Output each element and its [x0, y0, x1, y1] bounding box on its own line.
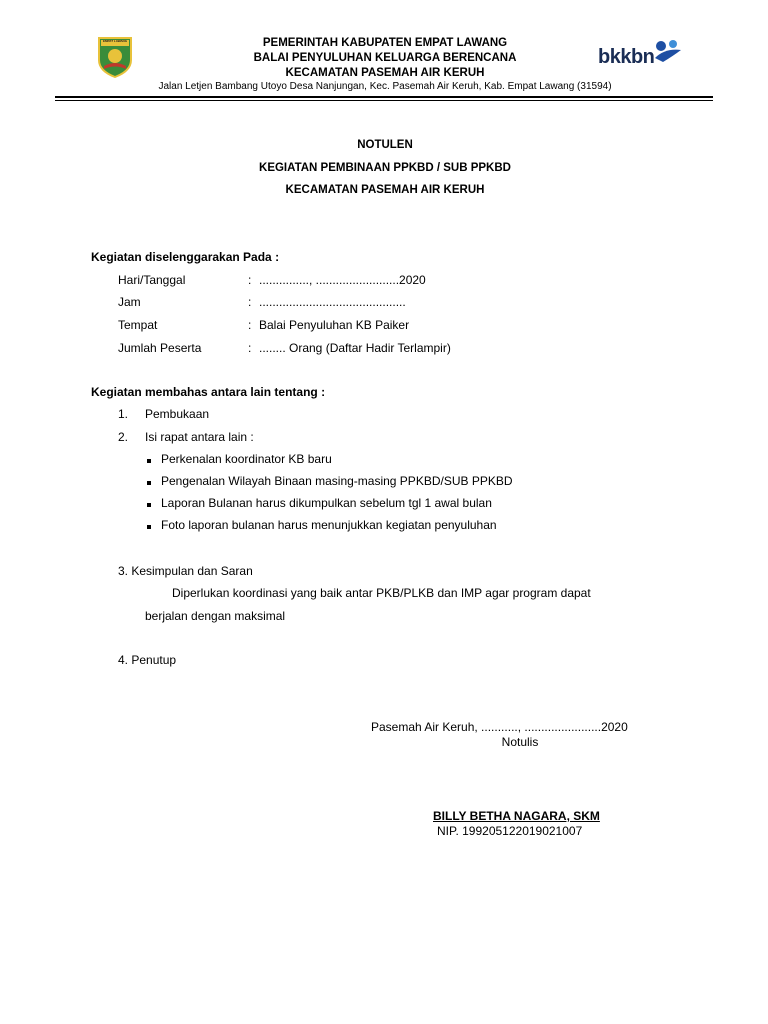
detail-label-date: Hari/Tanggal: [118, 273, 186, 287]
detail-value-participants: ........ Orang (Daftar Hadir Terlampir): [259, 341, 451, 355]
header-divider-thick: [55, 96, 713, 98]
agenda-bullet-item: Pengenalan Wilayah Binaan masing-masing PPKBD/SUB PPKBD: [161, 474, 513, 488]
detail-colon: :: [248, 341, 252, 355]
emblem-caption: EMPAT LAWANG: [102, 39, 128, 43]
agenda-bullet-item: Foto laporan bulanan harus menunjukkan kegiatan penyuluhan: [161, 518, 497, 532]
detail-label-time: Jam: [118, 295, 141, 309]
title-district: KECAMATAN PASEMAH AIR KERUH: [285, 184, 485, 196]
details-heading: Kegiatan diselenggarakan Pada :: [91, 250, 280, 264]
bullet-icon: [147, 481, 151, 485]
header-agency: BALAI PENYULUHAN KELUARGA BERENCANA: [253, 52, 517, 64]
detail-value-time: ............................................: [259, 295, 406, 309]
bullet-icon: [147, 459, 151, 463]
header-district: KECAMATAN PASEMAH AIR KERUH: [285, 67, 485, 79]
conclusion-text-line1: Diperlukan koordinasi yang baik antar PKB/PLKB dan IMP agar program dapat: [172, 586, 591, 600]
detail-label-place: Tempat: [118, 318, 158, 332]
title-notulen: NOTULEN: [357, 139, 413, 151]
signature-name: BILLY BETHA NAGARA, SKM: [433, 809, 600, 823]
bullet-icon: [147, 503, 151, 507]
agenda-bullet-item: Perkenalan koordinator KB baru: [161, 452, 332, 466]
header-government: PEMERINTAH KABUPATEN EMPAT LAWANG: [262, 37, 508, 49]
title-activity: KEGIATAN PEMBINAAN PPKBD / SUB PPKBD: [259, 162, 511, 174]
detail-label-participants: Jumlah Peserta: [118, 341, 202, 355]
agenda-item-closing: 4. Penutup: [118, 653, 177, 667]
signature-nip: NIP. 199205122019021007: [437, 824, 583, 838]
detail-colon: :: [248, 318, 252, 332]
agenda-item-number: 2.: [118, 430, 129, 444]
conclusion-text-line2: berjalan dengan maksimal: [145, 609, 286, 623]
agenda-bullet-item: Laporan Bulanan harus dikumpulkan sebelum tgl 1 awal bulan: [161, 496, 492, 510]
detail-value-date: ..............., .........................2020: [259, 273, 426, 287]
bullet-icon: [147, 525, 151, 529]
signature-role: Notulis: [501, 735, 539, 749]
bkkbn-mark-icon: [651, 36, 685, 66]
header-divider-thin: [55, 100, 713, 101]
detail-colon: :: [248, 295, 252, 309]
agenda-item-content: Isi rapat antara lain :: [145, 430, 254, 444]
signature-place-date: Pasemah Air Keruh, ..........., .......................2020: [371, 720, 628, 734]
agenda-item-number: 1.: [118, 407, 129, 421]
detail-value-place: Balai Penyuluhan KB Paiker: [259, 318, 410, 332]
detail-colon: :: [248, 273, 252, 287]
header-address: Jalan Letjen Bambang Utoyo Desa Nanjungan, Kec. Pasemah Air Keruh, Kab. Empat Lawang (31594): [158, 81, 612, 92]
agenda-heading: Kegiatan membahas antara lain tentang :: [91, 385, 326, 399]
bkkbn-logo-text: bkkbn: [598, 46, 655, 68]
agenda-item-opening: Pembukaan: [145, 407, 210, 421]
agenda-item-conclusion: 3. Kesimpulan dan Saran: [118, 564, 253, 578]
